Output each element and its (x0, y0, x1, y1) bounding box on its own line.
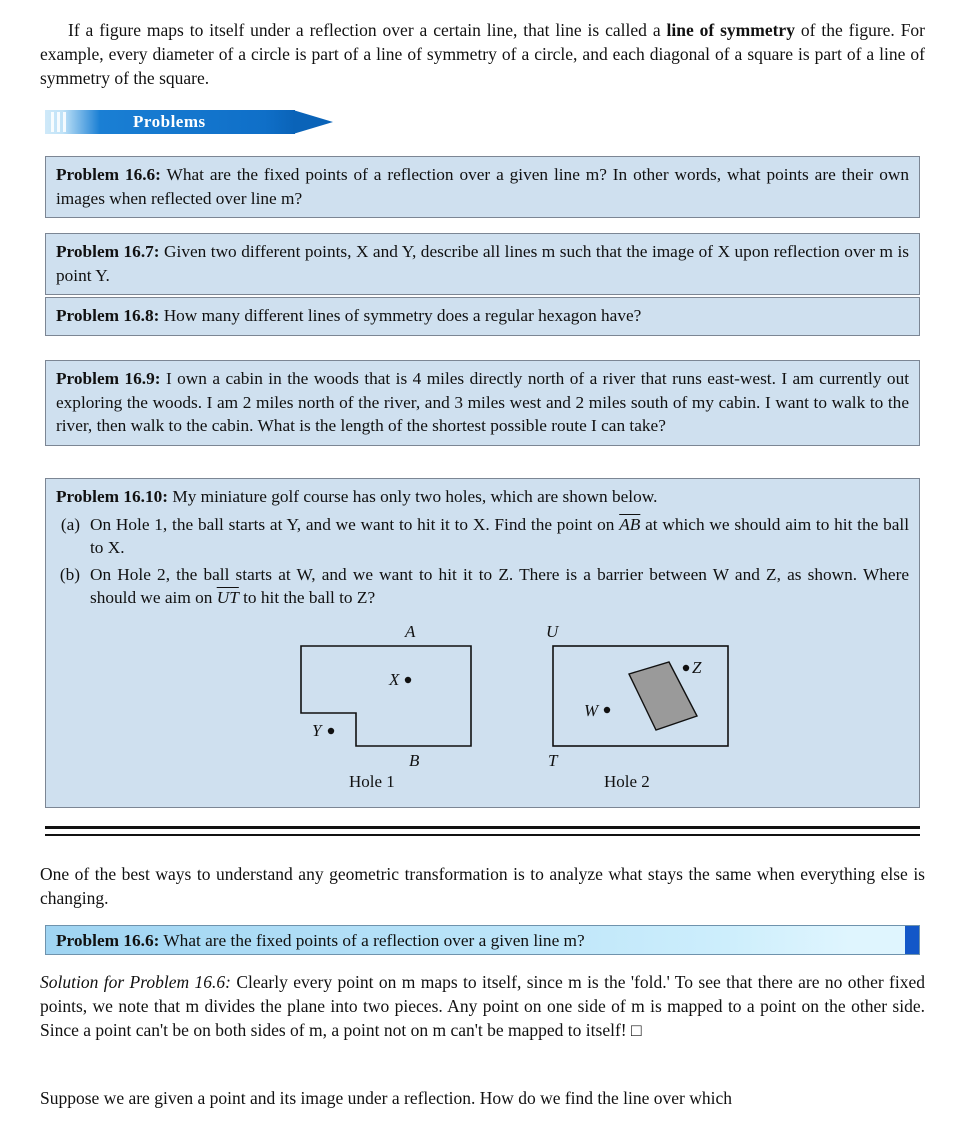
problem-16-10-list (56, 513, 909, 610)
hole-1-outline (301, 646, 471, 746)
problem-16-9-body: I own a cabin in the woods that is 4 miles directly north of a river that runs east-west. I am currently out exploring the woods. I am 2 miles north of the river, and 3 miles west and 2 miles south of my cabin. I want to walk to the river, then walk to the cabin. What is the length of the shortest possible route I can take? (56, 369, 910, 436)
hole-1-caption: Hole 1 (349, 771, 395, 791)
label-u: U (546, 621, 559, 641)
list-item-b (56, 563, 909, 610)
divider-rule-top (45, 826, 920, 829)
problem-box-16-8 (45, 297, 920, 336)
hole-2-caption: Hole 2 (604, 771, 650, 791)
problem-box-16-9 (45, 360, 920, 446)
point-y-dot (328, 727, 334, 733)
label-x: X (389, 669, 400, 689)
restated-problem-bar (45, 925, 920, 955)
banner-label: Problems (133, 112, 206, 131)
list-item-a-text (90, 513, 909, 560)
restated-problem-body: What are the fixed points of a reflection over a given line m? (163, 931, 585, 950)
segment-ut: $\overline{UT}$ (216, 588, 239, 608)
label-y: Y (312, 720, 322, 740)
solution-body: Clearly every point on m maps to itself, since m is the 'fold.' To see that there are no other fixed points, we note that m divides the plane into two pieces. Any point on one side of m is mapped to a point on the other side. Since a point can't be on both sides of m, a point not on m can't be mapped to itself! (40, 972, 926, 1041)
problem-16-7-title: Problem 16.7: (56, 242, 160, 261)
intro-text-2: of the figure. For example, every diameter of a circle is part of a line of symmetry of a circle, and each diagonal of a square is part of a line of symmetry of the square. (40, 20, 926, 89)
problem-box-16-7 (45, 233, 920, 295)
problem-16-7-body: Given two different points, X and Y, describe all lines m such that the image of X upon reflection over m is point Y. (56, 242, 909, 285)
problem-16-10-body: My miniature golf course has only two holes, which are shown below. (172, 487, 658, 506)
solution-lead: Solution for Problem 16.6: (40, 972, 231, 992)
intro-bold-term: line of symmetry (666, 20, 795, 40)
problem-16-8-title: Problem 16.8: (56, 306, 160, 325)
middle-paragraph (40, 862, 925, 910)
middle-paragraph-text: One of the best ways to understand any geometric transformation is to analyze what stays the same when everything else is changing. (40, 864, 925, 909)
solution-paragraph (40, 970, 925, 1042)
banner-stripes-icon (51, 112, 73, 132)
closing-paragraph (40, 1086, 925, 1110)
restated-problem-cap (905, 926, 919, 954)
list-item-b-text (90, 563, 909, 610)
list-item-a (56, 513, 909, 560)
label-a: A (405, 621, 416, 641)
list-item-a-text-before: On Hole 1, the ball starts at Y, and we want to hit it to X. Find the point on (90, 514, 620, 534)
closing-paragraph-text: Suppose we are given a point and its image under a reflection. How do we find the line over which (40, 1088, 733, 1108)
problems-banner (45, 108, 335, 136)
point-z-dot (683, 664, 689, 670)
intro-text-1: If a figure maps to itself under a reflection over a certain line, that line is called a (68, 20, 667, 40)
list-item-a-text-after: at which we should aim to hit the ball to X. (90, 514, 909, 558)
list-item-a-label: (a) (60, 514, 80, 534)
intro-paragraph (40, 18, 925, 90)
list-item-b-text-before: On Hole 2, the ball starts at W, and we want to hit it to Z. There is a barrier between W and Z, as shown. Where should we aim on (90, 564, 909, 608)
problem-16-10-title: Problem 16.10: (56, 487, 168, 506)
segment-ab: $\overline{AB}$ (619, 514, 641, 534)
problem-16-9-title: Problem 16.9: (56, 369, 161, 388)
hole-2-barrier (629, 662, 697, 730)
label-z: Z (692, 657, 702, 677)
point-x-dot (405, 676, 411, 682)
banner-arrow-icon (293, 110, 333, 134)
point-w-dot (604, 706, 610, 712)
label-b: B (409, 750, 420, 770)
label-t: T (548, 750, 558, 770)
problem-16-6-body: What are the fixed points of a reflection over a given line m? In other words, what points are their own images when reflected over line m? (56, 165, 909, 208)
solution-qed: □ (630, 1020, 642, 1041)
problem-box-16-10 (45, 478, 920, 808)
golf-holes-figure (56, 618, 909, 803)
divider-rule-bottom (45, 834, 920, 836)
label-w: W (584, 700, 599, 720)
problem-box-16-6 (45, 156, 920, 218)
restated-problem-text (56, 931, 585, 951)
golf-holes-svg (56, 618, 909, 803)
list-item-b-text-after: to hit the ball to Z? (238, 588, 376, 608)
problem-16-6-title: Problem 16.6: (56, 165, 161, 184)
restated-problem-title: Problem 16.6: (56, 931, 160, 950)
problem-16-8-body: How many different lines of symmetry does a regular hexagon have? (163, 306, 642, 325)
list-item-b-label: (b) (59, 564, 80, 584)
